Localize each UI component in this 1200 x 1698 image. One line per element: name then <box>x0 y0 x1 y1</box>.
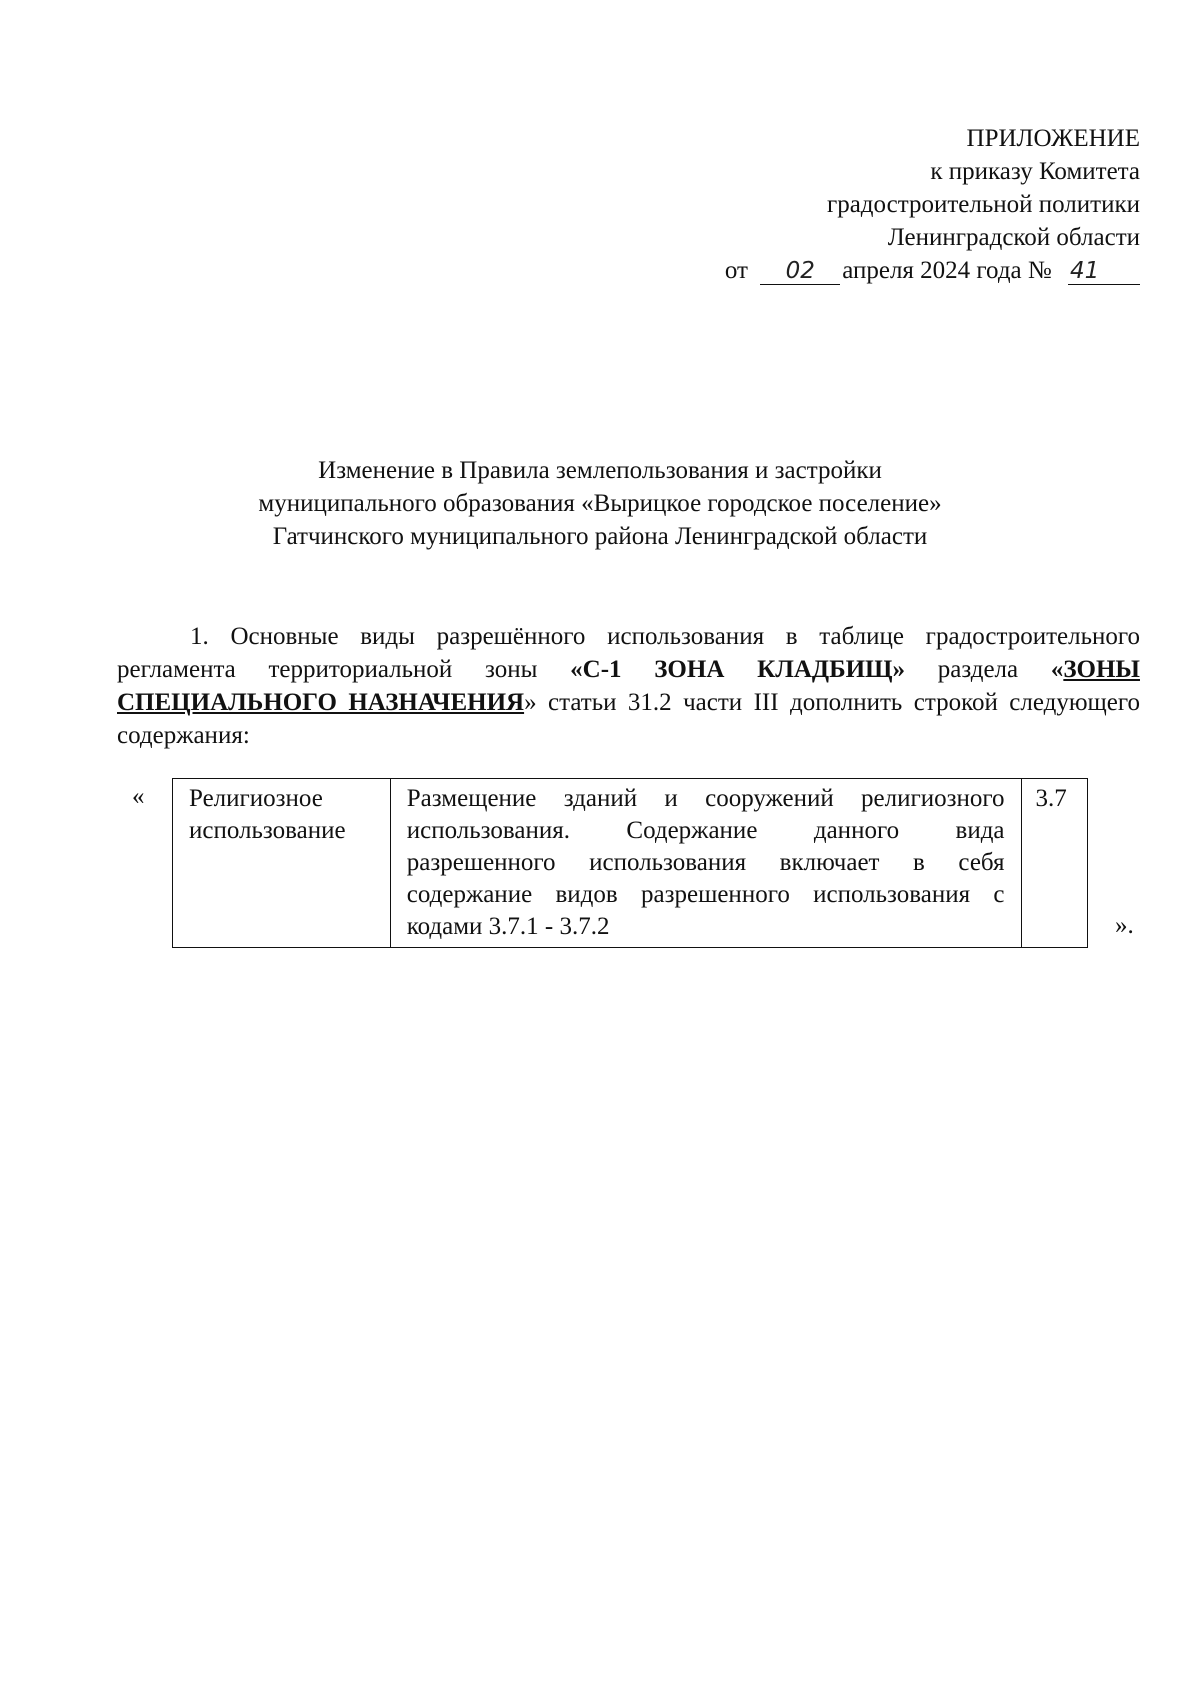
order-date-text: апреля 2024 года № <box>842 257 1052 284</box>
paragraph-intro: 1. Основные виды разрешённого использования в таблице градостроительного регламента территориальной зоны <box>117 623 1140 683</box>
paragraph-ending: статьи 31.2 части III дополнить строкой следующего содержания: <box>117 689 1140 749</box>
section-quote-close: » <box>524 689 537 716</box>
section-quote-open: « <box>1050 656 1064 683</box>
title-line-3: Гатчинского муниципального района Ленинградской области <box>272 523 928 550</box>
title-line-1: Изменение в Правила землепользования и застройки <box>318 457 882 484</box>
table-quote-open: « <box>132 783 145 810</box>
order-date-line <box>580 254 1140 287</box>
date-prefix: от <box>724 257 748 284</box>
land-use-table <box>172 778 1088 948</box>
table-row <box>173 779 1088 948</box>
committee-name: градостроительной политики <box>826 191 1140 218</box>
appendix-header <box>580 122 1140 287</box>
order-reference: к приказу Комитета <box>930 158 1140 185</box>
use-description-cell: Размещение зданий и сооружений религиозного использования. Содержание данного вида разрешенного использования включает в себя содержание видов разрешенного использования с кодами 3.7.1 - 3.7.2 <box>390 779 1021 948</box>
document-title <box>0 454 1200 553</box>
use-type-cell: Религиозное использование <box>173 779 391 948</box>
paragraph-section-word: раздела <box>905 656 1051 683</box>
order-number-handwritten: 41 <box>1068 258 1140 285</box>
appendix-label: ПРИЛОЖЕНИЕ <box>966 125 1140 152</box>
title-line-2: муниципального образования «Вырицкое городское поселение» <box>258 490 942 517</box>
region-name: Ленинградской области <box>887 224 1140 251</box>
zone-name: «С-1 ЗОНА КЛАДБИЩ» <box>570 656 906 683</box>
amendment-paragraph <box>117 620 1140 752</box>
use-code-cell: 3.7 <box>1021 779 1087 948</box>
order-day-handwritten: 02 <box>760 258 840 285</box>
section-name: ЗОНЫ СПЕЦИАЛЬНОГО НАЗНАЧЕНИЯ <box>117 656 1140 716</box>
table-quote-close: ». <box>1115 912 1134 939</box>
